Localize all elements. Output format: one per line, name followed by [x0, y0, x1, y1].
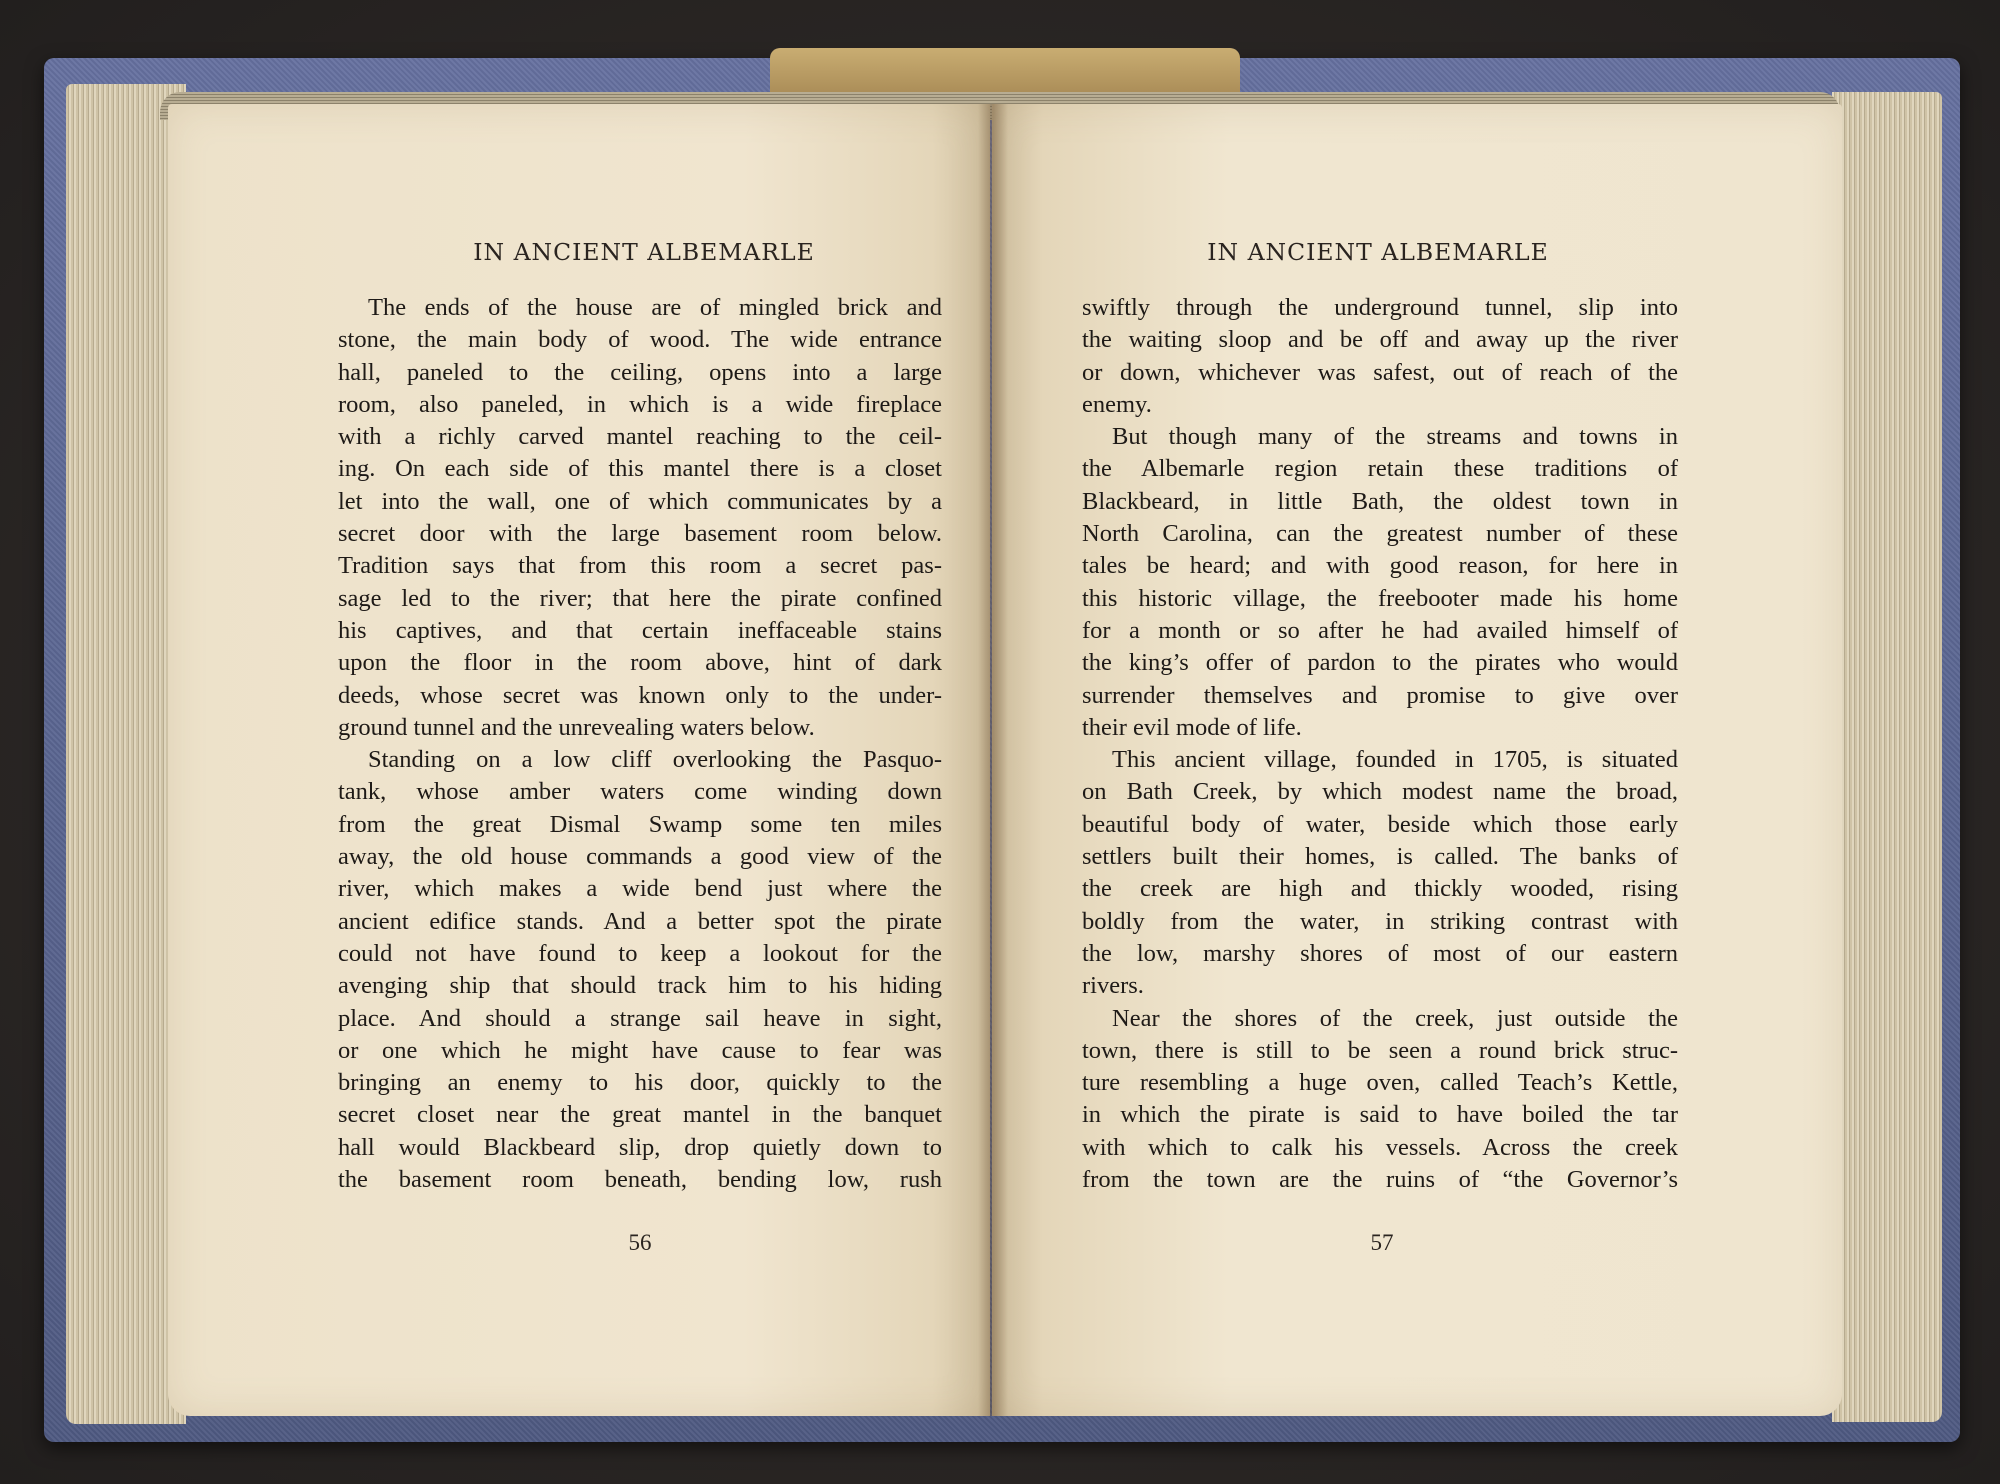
text-line: town, there is still to be seen a round brick struc- [1082, 1036, 1678, 1064]
text-line: river, which makes a wide bend just where the [338, 875, 942, 903]
text-line: their evil mode of life. [1082, 713, 1302, 741]
text-line: on Bath Creek, by which modest name the broad, [1082, 778, 1678, 806]
text-line: tank, whose amber waters come winding down [338, 778, 942, 806]
text-line: in which the pirate is said to have boiled the tar [1082, 1101, 1678, 1129]
text-line: bringing an enemy to his door, quickly to the [338, 1069, 942, 1097]
text-line: the creek are high and thickly wooded, rising [1082, 875, 1678, 903]
text-line: This ancient village, founded in 1705, is situated [1112, 746, 1678, 774]
text-line: tales be heard; and with good reason, for here in [1082, 552, 1678, 580]
page-edges-right [1832, 92, 1942, 1422]
left-page-text [338, 292, 942, 1196]
text-line: or one which he might have cause to fear was [338, 1036, 942, 1064]
text-line: upon the floor in the room above, hint of dark [338, 649, 942, 677]
right-page-number: 57 [1370, 1230, 1394, 1255]
text-line: with which to calk his vessels. Across the creek [1082, 1133, 1678, 1161]
text-line: from the great Dismal Swamp some ten miles [338, 810, 942, 838]
text-line: secret door with the large basement room below. [338, 520, 942, 548]
text-line: rivers. [1082, 972, 1144, 1000]
text-line: The ends of the house are of mingled brick and [368, 294, 942, 321]
text-line: Blackbeard, in little Bath, the oldest town in [1082, 487, 1678, 515]
text-line: swiftly through the underground tunnel, slip into [1082, 294, 1678, 321]
text-line: the Albemarle region retain these traditions of [1082, 455, 1678, 483]
text-line: ture resembling a huge oven, called Teach’s Kettle, [1082, 1069, 1678, 1097]
text-line: the low, marshy shores of most of our eastern [1082, 939, 1678, 967]
right-running-head: IN ANCIENT ALBEMARLE [1207, 238, 1549, 266]
text-line: Near the shores of the creek, just outside the [1112, 1004, 1678, 1032]
book-gutter [978, 104, 1008, 1416]
text-line: settlers built their homes, is called. The banks of [1082, 843, 1678, 871]
text-line: from the town are the ruins of “the Governor’s [1082, 1166, 1678, 1194]
text-line: with a richly carved mantel reaching to the ceil- [338, 423, 942, 451]
text-line: North Carolina, can the greatest number of these [1082, 520, 1678, 548]
text-line: could not have found to keep a lookout for the [338, 939, 942, 967]
text-line: Standing on a low cliff overlooking the Pasquo- [368, 746, 942, 774]
text-line: hall would Blackbeard slip, drop quietly down to [338, 1133, 942, 1161]
text-line: boldly from the water, in striking contrast with [1082, 907, 1678, 935]
text-line: let into the wall, one of which communicates by a [338, 487, 942, 515]
text-line: place. And should a strange sail heave in sight, [338, 1004, 942, 1032]
text-line: avenging ship that should track him to his hiding [338, 972, 942, 1000]
text-line: ancient edifice stands. And a better spot the pirate [338, 907, 942, 935]
text-line: ground tunnel and the unrevealing waters below. [338, 713, 815, 741]
text-line: deeds, whose secret was known only to the under- [338, 681, 942, 709]
left-page-number: 56 [628, 1230, 652, 1255]
text-line: sage led to the river; that here the pirate confined [338, 584, 942, 612]
text-line: Tradition says that from this room a secret pas- [338, 552, 942, 580]
text-line: or down, whichever was safest, out of reach of the [1082, 358, 1678, 386]
text-line: the basement room beneath, bending low, rush [338, 1166, 942, 1194]
text-line: stone, the main body of wood. The wide entrance [338, 326, 942, 354]
text-line: enemy. [1082, 390, 1152, 418]
text-line: his captives, and that certain ineffaceable stains [338, 616, 942, 644]
text-line: beautiful body of water, beside which those early [1082, 810, 1678, 838]
text-line: ing. On each side of this mantel there is a closet [338, 455, 942, 483]
left-running-head: IN ANCIENT ALBEMARLE [473, 238, 815, 266]
text-line: for a month or so after he had availed himself of [1082, 616, 1678, 644]
text-line: room, also paneled, in which is a wide fireplace [338, 390, 942, 418]
text-line: the king’s offer of pardon to the pirates who would [1082, 649, 1678, 677]
text-line: hall, paneled to the ceiling, opens into a large [338, 358, 942, 386]
text-line: away, the old house commands a good view of the [338, 843, 942, 871]
text-line: the waiting sloop and be off and away up the river [1082, 326, 1678, 354]
text-line: this historic village, the freebooter made his home [1082, 584, 1678, 612]
text-line: secret closet near the great mantel in the banquet [338, 1101, 942, 1129]
text-line: But though many of the streams and towns in [1112, 423, 1678, 451]
text-line: surrender themselves and promise to give over [1082, 681, 1678, 709]
right-page-text [1082, 292, 1678, 1196]
